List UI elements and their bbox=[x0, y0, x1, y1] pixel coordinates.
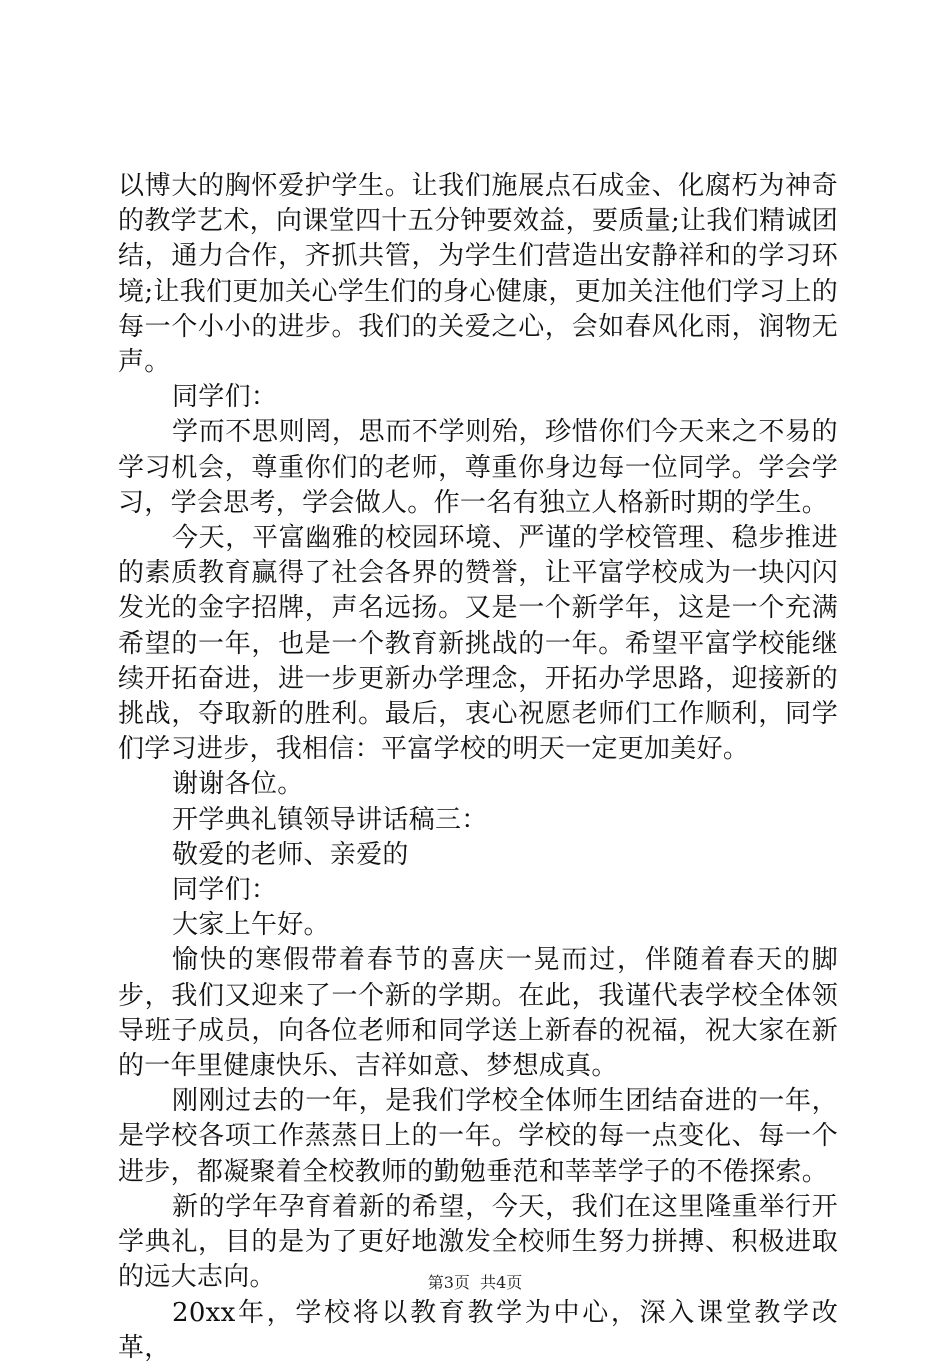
paragraph: 新的学年孕育着新的希望，今天，我们在这里隆重举行开学典礼，目的是为了更好地激发全校师生努力拼搏、积极进取的远大志向。 bbox=[118, 1191, 838, 1293]
paragraph: 今天，平富幽雅的校园环境、严谨的学校管理、稳步推进的素质教育赢得了社会各界的赞誉，让平富学校成为一块闪闪发光的金字招牌，声名远扬。又是一个新学年，这是一个充满希望的一年，也是一个教育新挑战的一年。希望平富学校能继续开拓奋进，进一步更新办学理念，开拓办学思路，迎接新的挑战，夺取新的胜利。最后，衷心祝愿老师们工作顺利，同学们学习进步，我相信：平富学校的明天一定更加美好。 bbox=[118, 523, 838, 765]
paragraph: 愉快的寒假带着春节的喜庆一晃而过，伴随着春天的脚步，我们又迎来了一个新的学期。在此，我谨代表学校全体领导班子成员，向各位老师和同学送上新春的祝福，祝大家在新的一年里健康快乐、吉祥如意、梦想成真。 bbox=[118, 945, 838, 1082]
paragraph: 刚刚过去的一年，是我们学校全体师生团结奋进的一年，是学校各项工作蒸蒸日上的一年。学校的每一点变化、每一个进步，都凝聚着全校教师的勤勉垂范和莘莘学子的不倦探索。 bbox=[118, 1086, 838, 1187]
salutation: 同学们： bbox=[172, 875, 278, 906]
paragraph: 20xx年，学校将以教育教学为中心，深入课堂教学改革， bbox=[118, 1297, 838, 1363]
paragraph: 同学们： bbox=[172, 382, 278, 413]
document-body bbox=[118, 169, 838, 1366]
page-footer bbox=[0, 1273, 950, 1293]
greeting: 大家上午好。 bbox=[172, 910, 330, 941]
paragraph: 以博大的胸怀爱护学生。让我们施展点石成金、化腐朽为神奇的教学艺术，向课堂四十五分钟要效益，要质量;让我们精诚团结，通力合作，齐抓共管，为学生们营造出安静祥和的学习环境;让我们更加关心学生们的身心健康，更加关注他们学习上的每一个小小的进步。我们的关爱之心，会如春风化雨，润物无声。 bbox=[118, 171, 838, 378]
paragraph: 谢谢各位。 bbox=[172, 769, 304, 800]
paragraph: 学而不思则罔，思而不学则殆，珍惜你们今天来之不易的学习机会，尊重你们的老师，尊重你身边每一位同学。学会学习，学会思考，学会做人。作一名有独立人格新时期的学生。 bbox=[118, 417, 838, 518]
section-heading: 开学典礼镇领导讲话稿三： bbox=[172, 804, 488, 835]
salutation: 敬爱的老师、亲爱的 bbox=[172, 839, 409, 870]
page-number: 第3页 共4页 bbox=[427, 1273, 523, 1292]
